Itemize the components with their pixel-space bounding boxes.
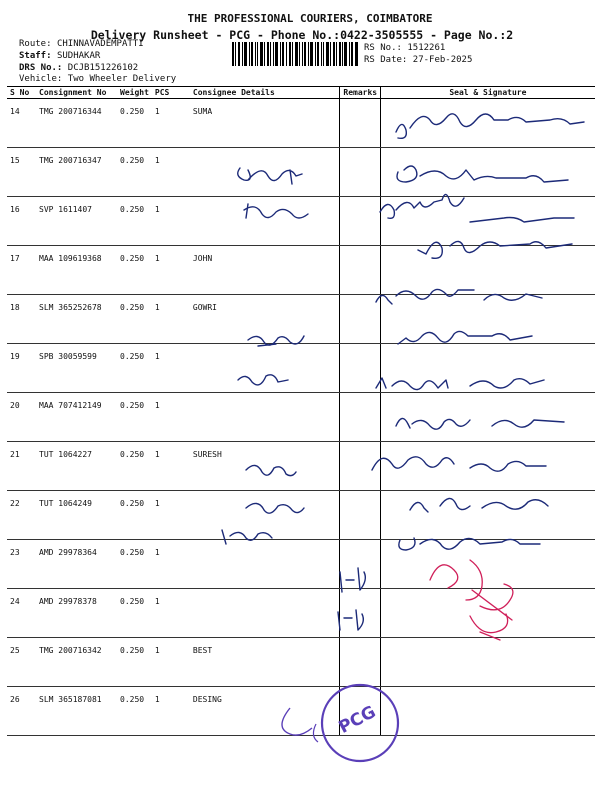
rs-no-line xyxy=(364,43,445,53)
col-remarks: Remarks xyxy=(340,87,381,99)
cell-consignment: TMG 200716347 xyxy=(36,148,117,197)
cell-signature xyxy=(381,589,595,638)
table-row xyxy=(7,687,595,736)
vehicle-label: Vehicle: xyxy=(19,74,63,84)
company-title: THE PROFESSIONAL COURIERS, COIMBATORE xyxy=(187,12,433,25)
drs-label: DRS No.: xyxy=(19,63,63,73)
cell-signature xyxy=(381,246,595,295)
cell-remarks xyxy=(340,295,381,344)
cell-consignee: DESING xyxy=(190,687,340,736)
table-row xyxy=(7,442,595,491)
cell-consignment: SPB 30059599 xyxy=(36,344,117,393)
cell-consignment: TUT 1064227 xyxy=(36,442,117,491)
cell-remarks xyxy=(340,246,381,295)
barcode xyxy=(232,42,358,66)
cell-consignee xyxy=(190,491,340,540)
route-value: CHINNAVADEMPATTI xyxy=(56,39,144,49)
cell-consignment: AMD 29978378 xyxy=(36,589,117,638)
cell-signature xyxy=(381,687,595,736)
cell-sno: 26 xyxy=(7,687,36,736)
cell-signature xyxy=(381,197,595,246)
cell-signature xyxy=(381,442,595,491)
cell-consignee: SUMA xyxy=(190,99,340,148)
table-row xyxy=(7,99,595,148)
cell-weight: 0.250 xyxy=(117,148,152,197)
table-row xyxy=(7,589,595,638)
cell-consignee: GOWRI xyxy=(190,295,340,344)
cell-remarks xyxy=(340,393,381,442)
cell-weight: 0.250 xyxy=(117,540,152,589)
cell-signature xyxy=(381,638,595,687)
cell-sno: 23 xyxy=(7,540,36,589)
staff-label: Staff: xyxy=(19,51,52,61)
cell-sno: 24 xyxy=(7,589,36,638)
cell-consignment: MAA 109619368 xyxy=(36,246,117,295)
cell-signature xyxy=(381,540,595,589)
cell-weight: 0.250 xyxy=(117,246,152,295)
rs-date-line xyxy=(364,55,472,65)
cell-sno: 21 xyxy=(7,442,36,491)
cell-signature xyxy=(381,344,595,393)
cell-sno: 19 xyxy=(7,344,36,393)
cell-consignment: SLM 365252678 xyxy=(36,295,117,344)
cell-sno: 18 xyxy=(7,295,36,344)
cell-sno: 15 xyxy=(7,148,36,197)
cell-weight: 0.250 xyxy=(117,393,152,442)
cell-sno: 14 xyxy=(7,99,36,148)
table-row xyxy=(7,197,595,246)
col-weight: Weight xyxy=(117,87,152,99)
table-row xyxy=(7,638,595,687)
rs-no-value: 1512261 xyxy=(407,43,446,53)
col-pcs: PCS xyxy=(152,87,190,99)
cell-remarks xyxy=(340,99,381,148)
cell-pcs: 1 xyxy=(152,491,190,540)
cell-weight: 0.250 xyxy=(117,491,152,540)
col-consignment: Consignment No xyxy=(36,87,117,99)
cell-signature xyxy=(381,148,595,197)
cell-signature xyxy=(381,491,595,540)
table-row xyxy=(7,246,595,295)
cell-remarks xyxy=(340,540,381,589)
cell-consignee xyxy=(190,148,340,197)
cell-consignee: JOHN xyxy=(190,246,340,295)
route-label: Route: xyxy=(19,39,52,49)
drs-value: DCJB151226102 xyxy=(67,63,139,73)
cell-consignment: SVP 1611407 xyxy=(36,197,117,246)
staff-line xyxy=(19,51,100,61)
cell-remarks xyxy=(340,148,381,197)
cell-pcs: 1 xyxy=(152,99,190,148)
rs-date-label: RS Date: xyxy=(364,55,408,65)
cell-consignee xyxy=(190,197,340,246)
cell-pcs: 1 xyxy=(152,540,190,589)
cell-consignment: TMG 200716344 xyxy=(36,99,117,148)
cell-pcs: 1 xyxy=(152,246,190,295)
cell-remarks xyxy=(340,589,381,638)
col-signature: Seal & Signature xyxy=(381,87,595,99)
col-sno: S No xyxy=(7,87,36,99)
cell-consignee: SURESH xyxy=(190,442,340,491)
cell-sno: 22 xyxy=(7,491,36,540)
runsheet-title: Delivery Runsheet - PCG - Phone No.:0422-3505555 - Page No.:2 xyxy=(90,28,514,42)
cell-consignee xyxy=(190,393,340,442)
cell-consignee xyxy=(190,540,340,589)
cell-pcs: 1 xyxy=(152,148,190,197)
drs-line xyxy=(19,63,138,73)
cell-pcs: 1 xyxy=(152,393,190,442)
route-line xyxy=(19,39,144,49)
cell-weight: 0.250 xyxy=(117,197,152,246)
cell-sno: 20 xyxy=(7,393,36,442)
table-row xyxy=(7,344,595,393)
rs-no-label: RS No.: xyxy=(364,43,402,53)
cell-remarks xyxy=(340,442,381,491)
cell-consignment: TMG 200716342 xyxy=(36,638,117,687)
cell-weight: 0.250 xyxy=(117,638,152,687)
cell-pcs: 1 xyxy=(152,687,190,736)
cell-pcs: 1 xyxy=(152,295,190,344)
cell-consignment: MAA 707412149 xyxy=(36,393,117,442)
runsheet-table xyxy=(7,86,595,736)
cell-weight: 0.250 xyxy=(117,687,152,736)
cell-consignee xyxy=(190,589,340,638)
table-header-row xyxy=(7,87,595,99)
cell-consignment: TUT 1064249 xyxy=(36,491,117,540)
col-consignee: Consignee Details xyxy=(190,87,340,99)
cell-consignment: SLM 365187081 xyxy=(36,687,117,736)
cell-weight: 0.250 xyxy=(117,295,152,344)
cell-consignment: AMD 29978364 xyxy=(36,540,117,589)
cell-signature xyxy=(381,99,595,148)
cell-pcs: 1 xyxy=(152,589,190,638)
cell-sno: 16 xyxy=(7,197,36,246)
pcg-stamp-text: PCG xyxy=(335,702,380,738)
cell-weight: 0.250 xyxy=(117,344,152,393)
table-row xyxy=(7,295,595,344)
cell-remarks xyxy=(340,197,381,246)
cell-consignee xyxy=(190,344,340,393)
cell-pcs: 1 xyxy=(152,344,190,393)
cell-sno: 17 xyxy=(7,246,36,295)
cell-consignee: BEST xyxy=(190,638,340,687)
cell-weight: 0.250 xyxy=(117,589,152,638)
cell-pcs: 1 xyxy=(152,442,190,491)
table-row xyxy=(7,540,595,589)
cell-sno: 25 xyxy=(7,638,36,687)
cell-remarks xyxy=(340,638,381,687)
cell-pcs: 1 xyxy=(152,197,190,246)
vehicle-line xyxy=(19,74,176,84)
cell-weight: 0.250 xyxy=(117,99,152,148)
table-row xyxy=(7,148,595,197)
table-row xyxy=(7,393,595,442)
cell-remarks xyxy=(340,344,381,393)
table-row xyxy=(7,491,595,540)
cell-weight: 0.250 xyxy=(117,442,152,491)
cell-signature xyxy=(381,295,595,344)
cell-signature xyxy=(381,393,595,442)
cell-pcs: 1 xyxy=(152,638,190,687)
vehicle-value: Two Wheeler Delivery xyxy=(67,74,177,84)
rs-date-value: 27-Feb-2025 xyxy=(412,55,473,65)
staff-value: SUDHAKAR xyxy=(56,51,101,61)
cell-remarks xyxy=(340,491,381,540)
